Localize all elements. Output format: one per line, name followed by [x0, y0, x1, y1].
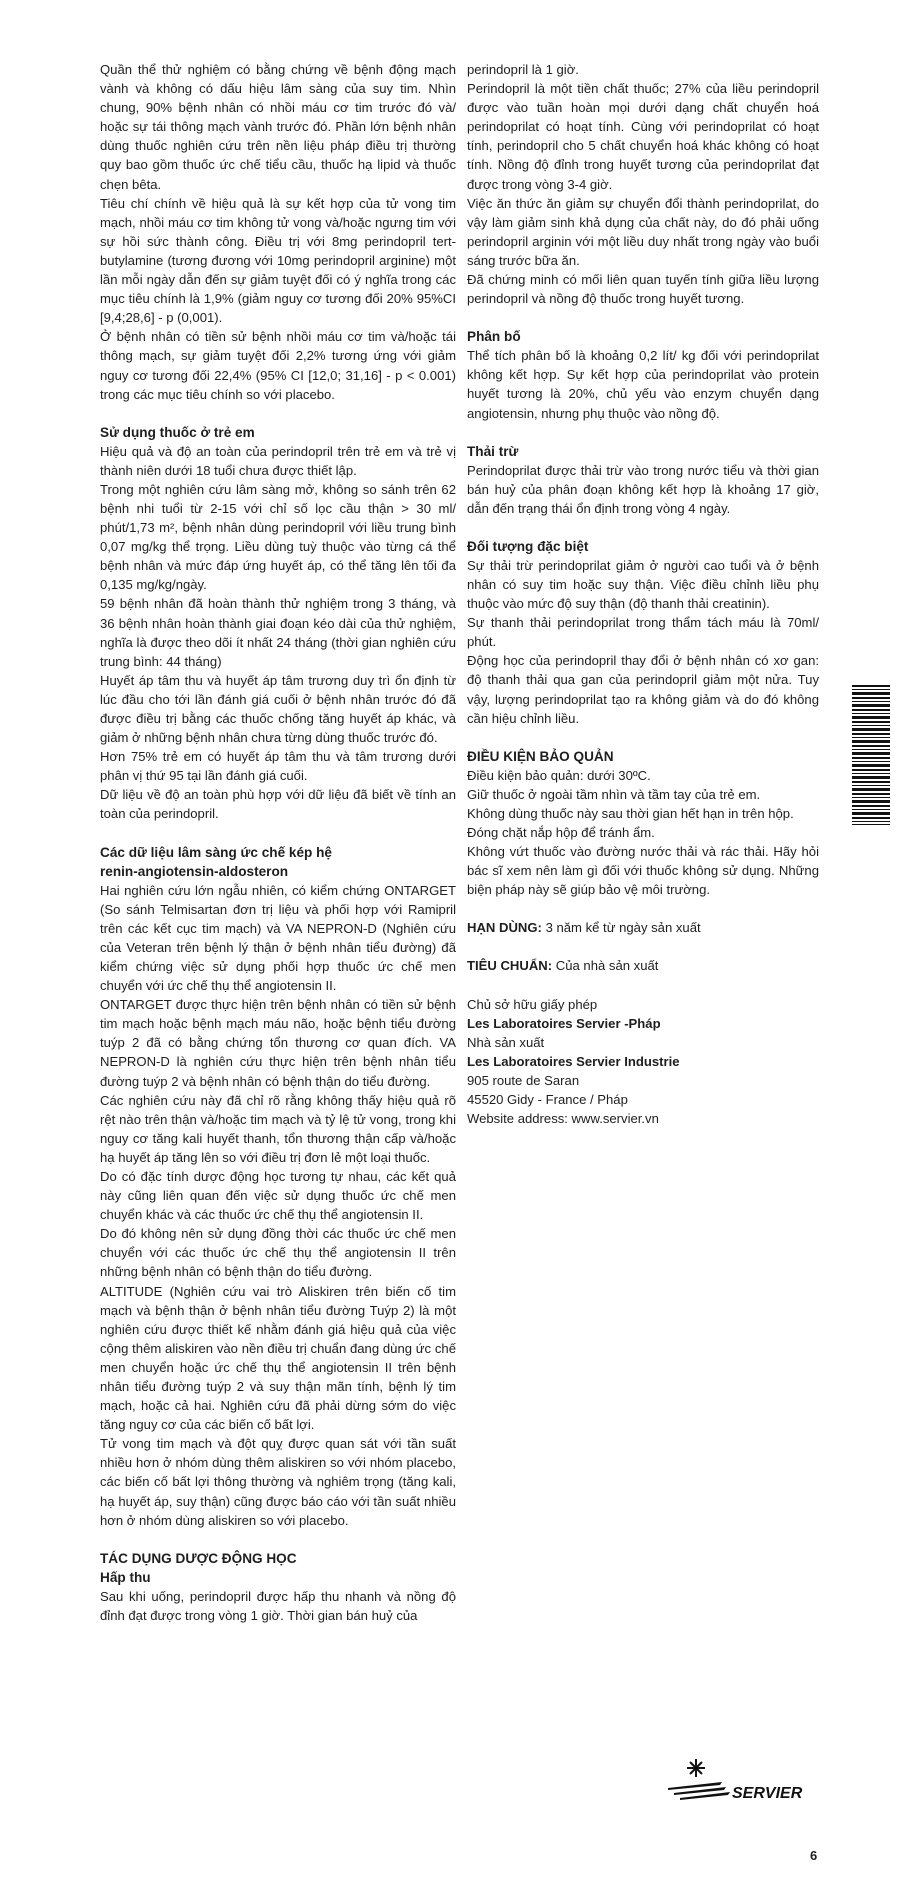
- address-line: 45520 Gidy - France / Pháp: [467, 1092, 628, 1108]
- paragraph: Không dùng thuốc này sau thời gian hết hạn in trên hộp.: [467, 805, 794, 821]
- paragraph: Giữ thuốc ở ngoài tầm nhìn và tầm tay của trẻ em.: [467, 786, 761, 802]
- paragraph: Trong một nghiên cứu lâm sàng mở, không so sánh trên 62 bệnh nhi tuổi từ 2-15 với chỉ số lọc cầu thận > 30 ml/ phút/1,73 m², bệnh nhân dùng perindopril với liều trung bình 0,07 mg/kg thể trọng. Liều dùng tuỳ thuộc vào từng cá thể bệnh nhân và mức đáp ứng huyết áp, có thể tăng lên tối đa 0,135 mg/kg/ngày.: [100, 481, 456, 593]
- paragraph: Hai nghiên cứu lớn ngẫu nhiên, có kiểm chứng ONTARGET (So sánh Telmisartan đơn trị liệu và phối hợp với Ramipril trên các kết cục tim mạch) và VA NEPRON-D (Nghiên cứu của Veteran trên bệnh lý thận ở bệnh nhân tiểu đường) đã kiểm chứng việc sử dụng phối hợp thuốc ức chế men chuyển với ức chế thụ thể angiotensin II.: [100, 882, 456, 994]
- subheading-elimination: Thải trừ: [467, 443, 519, 459]
- subheading-distribution: Phân bố: [467, 329, 521, 345]
- paragraph: ALTITUDE (Nghiên cứu vai trò Aliskiren trên biến cố tim mạch và bệnh thận ở bệnh nhân tiểu đường Tuýp 2) là một nghiên cứu được thiết kế nhằm đánh giá hiệu quả của việc cộng thêm aliskiren vào nền điều trị chuẩn đang dùng ức chế men chuyển hoặc ức chế thụ thể angiotensin II trên bệnh nhân tiểu đường tuýp 2 và suy thận mãn tính, bệnh lý tim mạch, hoặc cả hai. Nghiên cứu đã phải dừng sớm do việc tăng nguy cơ của các biến cố bất lợi.: [100, 1283, 456, 1433]
- left-column: [100, 60, 456, 1625]
- standard-line: [467, 956, 819, 975]
- paragraph: Sau khi uống, perindopril được hấp thu nhanh và nồng độ đỉnh đạt được trong vòng 1 giờ. Thời gian bán huỷ của: [100, 1588, 456, 1623]
- paragraph: Việc ăn thức ăn giảm sự chuyển đổi thành perindoprilat, do vậy làm giảm sinh khả dụng của chất này, do đó phải uống perindopril arginin với một liều duy nhất trong ngày vào buổi sáng trước bữa ăn.: [467, 195, 819, 268]
- owner-label: Chủ sở hữu giấy phép: [467, 996, 598, 1012]
- section-heading-children: Sử dụng thuốc ở trẻ em: [100, 424, 255, 440]
- section-heading-pharmacokinetics: TÁC DỤNG DƯỢC ĐỘNG HỌC: [100, 1550, 297, 1566]
- paragraph: Do đó không nên sử dụng đồng thời các thuốc ức chế men chuyển với các thuốc ức chế thụ thể angiotensin II trên những bệnh nhân có bệnh thận do tiểu đường.: [100, 1226, 456, 1280]
- paragraph: Không vứt thuốc vào đường nước thải và rác thải. Hãy hỏi bác sĩ xem nên làm gì đối với thuốc không sử dụng. Những biện pháp này sẽ giúp bảo vệ môi trường.: [467, 844, 819, 898]
- star-icon: [687, 1759, 705, 1777]
- standard-value: Của nhà sản xuất: [555, 958, 659, 974]
- paragraph: Điều kiện bảo quản: dưới 30ºC.: [467, 767, 651, 783]
- paragraph: ONTARGET được thực hiện trên bệnh nhân có tiền sử bệnh tim mạch hoặc bệnh mạch máu não, hoặc bệnh tiểu đường tuýp 2 đã có bằng chứng tổn thương cơ quan đích. VA NEPRON-D là nghiên cứu thực hiện trên bệnh nhân tiểu đường tuýp 2 và bệnh nhân có bệnh thận do tiểu đường.: [100, 997, 456, 1089]
- subheading-special-populations: Đối tượng đặc biệt: [467, 538, 589, 554]
- paragraph: Quần thể thử nghiệm có bằng chứng về bệnh động mạch vành và không có dấu hiệu lâm sàng của suy tim. Nhìn chung, 90% bệnh nhân có nhồi máu cơ tim trước đó và/ hoặc sự tái thông mạch vành trước đó. Phần lớn bệnh nhân dùng thuốc nghiên cứu trên nền liệu pháp điều trị thường quy bao gồm thuốc ức chế tiểu cầu, thuốc hạ lipid và thuốc chẹn bêta.: [100, 62, 456, 192]
- paragraph: Hiệu quả và độ an toàn của perindopril trên trẻ em và trẻ vị thành niên dưới 18 tuổi chưa được thiết lập.: [100, 443, 456, 478]
- website: Website address: www.servier.vn: [467, 1111, 659, 1127]
- paragraph: Huyết áp tâm thu và huyết áp tâm trương duy trì ổn định từ lúc đầu cho tới lần đánh giá cuối ở bệnh nhân trước đó đã được điều trị bằng các thuốc chống tăng huyết áp khác, và giảm ở những bệnh nhân chưa từng dùng thuốc trước đó.: [100, 672, 456, 746]
- paragraph: Sự thải trừ perindoprilat giảm ở người cao tuổi và ở bệnh nhân có suy tim hoặc suy thận. Việc điều chỉnh liều phụ thuộc vào mức độ suy thận (độ thanh thải creatinin).: [467, 557, 819, 612]
- address-line: 905 route de Saran: [467, 1072, 580, 1088]
- paragraph: Thể tích phân bố là khoảng 0,2 lít/ kg đối với perindoprilat không kết hợp. Sự kết hợp của perindoprilat vào protein huyết tương là 20%, chủ yếu vào enzym chuyển dạng angiotensin, nhưng phụ thuộc vào nồng độ.: [467, 348, 819, 421]
- paragraph: Ở bệnh nhân có tiền sử bệnh nhồi máu cơ tim và/hoặc tái thông mạch, sự giảm tuyệt đối 2,2% tương ứng với giảm nguy cơ tương đối 22,4% (95% CI [12,0; 31,16] - p < 0.001) trong các mục tiêu chính so với placebo.: [100, 329, 456, 402]
- servier-logo: [660, 1758, 810, 1808]
- paragraph: Dữ liệu về độ an toàn phù hợp với dữ liệu đã biết về tính an toàn của perindopril.: [100, 787, 456, 822]
- logo-wordmark: SERVIER: [732, 1785, 803, 1802]
- section-heading-raas-2: renin-angiotensin-aldosteron: [100, 863, 289, 879]
- paragraph: Đã chứng minh có mối liên quan tuyến tính giữa liều lượng perindopril và nồng độ thuốc trong huyết tương.: [467, 272, 819, 307]
- page-number: 6: [810, 1848, 818, 1863]
- paragraph: Tiêu chí chính về hiệu quả là sự kết hợp của tử vong tim mạch, nhồi máu cơ tim không tử vong và/hoặc ngưng tim với sự hồi sức thành công. Điều trị với 8mg perindopril tert-butylamine (tương đương với 10mg perindopril arginine) một lần mỗi ngày dẫn đến sự giảm tuyệt đối có ý nghĩa trong các mục tiêu chính là 1,9% (giảm nguy cơ tương đối 20% 95%CI [9,4;28,6] - p (0,001).: [100, 195, 456, 326]
- subheading-absorption: Hấp thu: [100, 1569, 151, 1585]
- paragraph: Đóng chặt nắp hộp để tránh ẩm.: [467, 825, 655, 840]
- paragraph: Hơn 75% trẻ em có huyết áp tâm thu và tâm trương dưới phân vị thứ 95 tại lần đánh giá cuối.: [100, 749, 456, 784]
- paragraph: perindopril là 1 giờ.: [467, 62, 579, 77]
- expiry-line: [467, 918, 819, 937]
- right-column: [467, 60, 819, 1128]
- standard-label: TIÊU CHUẨN:: [467, 958, 553, 974]
- expiry-label: HẠN DÙNG:: [467, 920, 542, 936]
- paragraph: Tử vong tim mạch và đột quỵ được quan sát với tần suất nhiều hơn ở nhóm dùng thêm aliskiren so với nhóm placebo, các biến cố bất lợi thông thường và nghiêm trọng (tăng kali, hạ huyết áp, suy thận) cũng được báo cáo với tần suất nhiều hơn ở nhóm dùng aliskiren so với placebo.: [100, 1436, 456, 1528]
- maker-name: Les Laboratoires Servier Industrie: [467, 1053, 680, 1069]
- paragraph: Do có đặc tính dược động học tương tự nhau, các kết quả này cũng liên quan đến việc sử dụng thuốc ức chế men chuyển khác và các thuốc ức chế thụ thể angiotensin II.: [100, 1168, 456, 1223]
- owner-name: Les Laboratoires Servier -Pháp: [467, 1015, 661, 1031]
- expiry-value: 3 năm kể từ ngày sản xuất: [545, 920, 701, 936]
- maker-label: Nhà sản xuất: [467, 1034, 545, 1050]
- section-heading-storage: ĐIỀU KIỆN BẢO QUẢN: [467, 748, 614, 764]
- section-heading-raas: Các dữ liệu lâm sàng ức chế kép hệ: [100, 844, 332, 860]
- paragraph: Perindoprilat được thải trừ vào trong nước tiểu và thời gian bán huỷ của phân đoạn không kết hợp là khoảng 17 giờ, dẫn đến trạng thái ổn định trong vòng 4 ngày.: [467, 462, 819, 516]
- barcode: [852, 685, 890, 825]
- paragraph: Các nghiên cứu này đã chỉ rõ rằng không thấy hiệu quả rõ rệt nào trên thận và/hoặc tim mạch và tỷ lệ tử vong, trong khi nguy cơ tăng kali huyết thanh, tổn thương thận cấp và/hoặc hạ huyết áp tăng lên so với điều trị đơn lẻ một loại thuốc.: [100, 1092, 456, 1165]
- paragraph: Động học của perindopril thay đổi ở bệnh nhân có xơ gan: độ thanh thải qua gan của perindopril giảm một nửa. Tuy vậy, lượng perindoprilat tạo ra không giảm và do đó không cần hiệu chỉnh liều.: [467, 653, 819, 726]
- paragraph: Sự thanh thải perindoprilat trong thẩm tách máu là 70ml/ phút.: [467, 615, 819, 650]
- paragraph: 59 bệnh nhân đã hoàn thành thử nghiệm trong 3 tháng, và 36 bệnh nhân hoàn thành giai đoạn kéo dài của thử nghiệm, nghĩa là được theo dõi ít nhất 24 tháng (thời gian nghiên cứu trung bình: 44 tháng): [100, 596, 456, 669]
- paragraph: Perindopril là một tiền chất thuốc; 27% của liều perindopril được vào tuần hoàn mọi dưới dạng chất chuyển hoá perindoprilat có hoạt tính. Cùng với perindoprilat có hoạt tính, perindopril cho 5 chất chuyển hoá khác không có hoạt tính. Nồng độ đỉnh trong huyết tương của perindoprilat đạt được trong vòng 3-4 giờ.: [467, 81, 819, 192]
